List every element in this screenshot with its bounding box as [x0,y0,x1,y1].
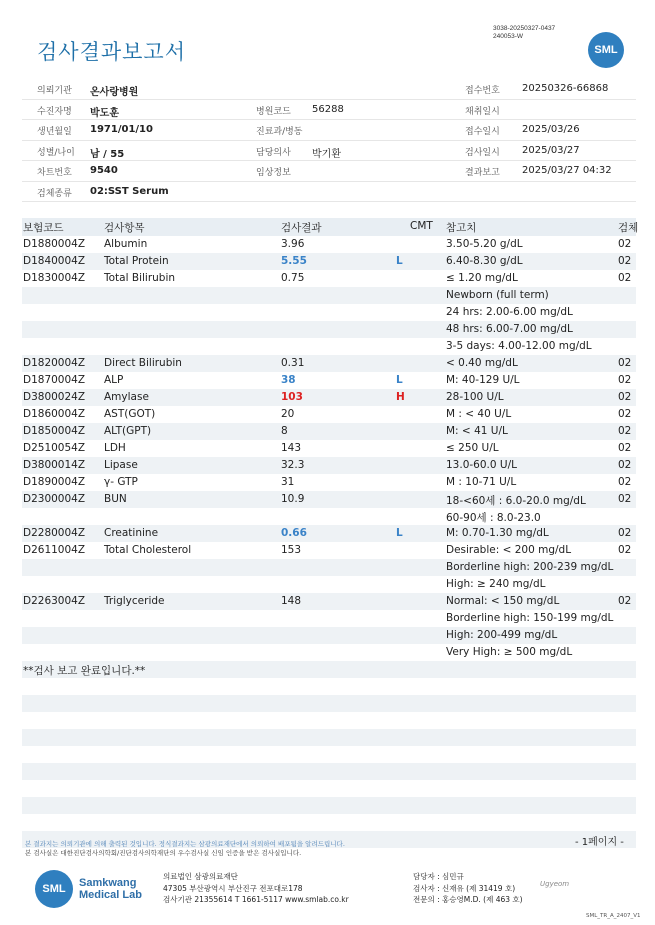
cell-ref: Very High: ≥ 500 mg/dL [446,646,573,658]
signature: Ugyeom [540,880,570,888]
cell-code: D1850004Z [23,425,86,437]
cell-result: 5.55 [281,255,307,267]
cell-item: Albumin [104,238,148,250]
cell-spec: 02 [618,476,632,488]
info-row [22,100,636,121]
table-row [22,338,636,355]
cell-ref: < 0.40 mg/dL [446,357,518,369]
disclaimer: 본 결과지는 의뢰기관에 의해 출력된 것입니다. 정식결과지는 삼광의료재단에서 의뢰하여 배포됨을 알려드립니다. 본 검사실은 대한진단검사의학회/진단검사의학재단의 우수검사실 신임 인증을 받은 검사실입니다. [25,840,345,857]
cell-spec: 02 [618,374,632,386]
info-label: 담당의사 [256,147,291,158]
cell-code: D1820004Z [23,357,86,369]
cell-spec: 02 [618,493,632,505]
table-header [22,218,639,236]
footer-staff: 담당자 : 심민규 검사자 : 신재유 (제 31419 호) 전문의 : 홍승영M.D. (제 463 호) [413,872,523,904]
cell-item: Amylase [104,391,149,403]
info-value: 02:SST Serum [90,185,169,197]
info-label: 접수일시 [465,127,500,137]
page-number: - 1페이지 - [575,837,624,848]
table-row [22,780,636,797]
col-result: 검사결과 [281,222,322,234]
info-value: 남 / 55 [90,148,125,160]
cell-item: BUN [104,493,127,505]
cell-code: D1870004Z [23,374,86,386]
cell-spec: 02 [618,272,632,284]
cell-result: 0.66 [281,527,307,539]
cell-result: 8 [281,425,288,437]
cell-item: Total Protein [104,255,169,267]
cell-result: 38 [281,374,296,386]
cell-flag: L [396,374,403,386]
sml-logo-footer: SML [35,870,73,908]
cell-code: D1840004Z [23,255,86,267]
info-value: 박기환 [312,148,341,160]
cell-code: D1830004Z [23,272,86,284]
cell-spec: 02 [618,595,632,607]
cell-code: D2300004Z [23,493,86,505]
cell-code: D1890004Z [23,476,86,488]
cell-result: 31 [281,476,295,488]
cell-code: D2263004Z [23,595,86,607]
cell-item: Total Cholesterol [104,544,192,556]
col-cmt: CMT [410,220,433,232]
cell-spec: 02 [618,544,632,556]
cell-item: Total Bilirubin [104,272,176,284]
sml-logo: SML [588,32,624,68]
cell-ref: High: ≥ 240 mg/dL [446,578,546,590]
table-row [22,491,636,508]
cell-ref: 3.50-5.20 g/dL [446,238,523,250]
table-row [22,610,636,627]
table-row [22,253,636,270]
table-row [22,559,636,576]
info-value: 온사랑병원 [90,87,139,98]
col-item: 검사항목 [104,222,145,234]
info-value: 1971/01/10 [90,124,153,135]
cell-spec: 02 [618,459,632,471]
cell-result: 148 [281,595,302,607]
cell-code: D1880004Z [23,238,86,250]
cell-item: Creatinine [104,527,159,539]
cell-result: 153 [281,544,302,556]
table-row [22,678,636,695]
page-title: 검사결과보고서 [37,40,187,64]
table-row [22,474,636,491]
info-label: 생년월일 [37,127,72,137]
cell-item: LDH [104,442,126,454]
cell-item: ALP [104,374,124,386]
info-label: 수진자명 [37,106,72,117]
cell-result: 20 [281,408,295,420]
table-row [22,508,636,525]
info-label: 성별/나이 [37,147,75,158]
cell-ref: ≤ 250 U/L [446,442,499,454]
table-row [22,457,636,474]
cell-ref: M : 10-71 U/L [446,476,517,488]
table-row [22,797,636,814]
table-row [22,321,636,338]
info-label: 접수번호 [465,86,500,96]
cell-result: 103 [281,391,303,403]
info-row [22,79,636,100]
info-label: 채취일시 [465,106,500,117]
info-value: 9540 [90,165,118,176]
cell-spec: 02 [618,357,632,369]
cell-ref: 6.40-8.30 g/dL [446,255,523,267]
cell-code: D2611004Z [23,544,86,556]
info-value: 20250326-66868 [522,83,609,94]
document-code: 3038-20250327-0437 240053-W [493,25,556,40]
cell-ref: 48 hrs: 6.00-7.00 mg/dL [446,323,573,335]
cell-ref: M: 0.70-1.30 mg/dL [446,527,549,539]
cell-item: Lipase [104,459,138,471]
cell-ref: Normal: < 150 mg/dL [446,595,560,607]
cell-spec: 02 [618,391,632,403]
cell-item: γ- GTP [104,476,138,488]
table-row [22,746,636,763]
cell-ref: Borderline high: 200-239 mg/dL [446,561,614,573]
info-label: 의뢰기관 [37,86,72,96]
cell-item: Direct Bilirubin [104,357,182,369]
cell-spec: 02 [618,527,632,539]
cell-ref: Desirable: < 200 mg/dL [446,544,572,556]
cell-result: 0.75 [281,272,305,284]
table-row [22,287,636,304]
patient-info [22,79,636,202]
cell-result: 10.9 [281,493,305,505]
table-row [22,695,636,712]
cell-ref: 13.0-60.0 U/L [446,459,517,471]
cell-ref: M: 40-129 U/L [446,374,520,386]
cell-ref: Borderline high: 150-199 mg/dL [446,612,614,624]
table-row [22,729,636,746]
cell-flag: H [396,391,405,403]
table-row [22,712,636,729]
col-code: 보험코드 [23,222,64,234]
form-code: SML_TR_A_2407_V1 [586,913,641,919]
cell-ref: 60-90세 : 8.0-23.0 [446,512,541,524]
col-ref: 참고치 [446,222,477,234]
info-label: 차트번호 [37,168,72,178]
cell-ref: Newborn (full term) [446,289,549,301]
table-row [22,576,636,593]
info-value: 2025/03/27 [522,144,580,156]
col-spec: 검체 [618,222,639,234]
footer-logo: SML Samkwang Medical Lab [35,870,142,908]
table-row [22,423,636,440]
info-label: 결과보고 [465,168,500,178]
table-row [22,406,636,423]
cell-result: 3.96 [281,238,305,250]
info-label: 임상정보 [256,168,291,178]
info-label: 병원코드 [256,106,291,117]
cell-spec: 02 [618,425,632,437]
cell-code: D3800024Z [23,391,86,403]
table-row [22,644,636,661]
table-row [22,389,636,406]
cell-ref: M : < 40 U/L [446,408,512,420]
cell-result: 32.3 [281,459,305,471]
cell-result: 0.31 [281,357,305,369]
cell-code: D2280004Z [23,527,86,539]
info-row [22,182,636,203]
table-row [22,525,636,542]
cell-item: Triglyceride [104,595,165,607]
cell-item: ALT(GPT) [104,425,152,437]
cell-flag: L [396,255,403,267]
cell-code: D3800014Z [23,459,86,471]
table-row [22,542,636,559]
info-value: 2025/03/27 04:32 [522,165,612,176]
cell-code: D1860004Z [23,408,86,420]
info-label: 검사일시 [465,147,500,158]
info-label: 진료과/병동 [256,127,303,137]
cell-code: **검사 보고 완료입니다.** [23,665,146,677]
table-row [22,304,636,321]
cell-spec: 02 [618,408,632,420]
cell-spec: 02 [618,238,632,250]
cell-result: 143 [281,442,302,454]
table-row [22,661,636,678]
cell-ref: 3-5 days: 4.00-12.00 mg/dL [446,340,592,352]
table-row [22,440,636,457]
cell-ref: M: < 41 U/L [446,425,508,437]
info-label: 검체종류 [37,188,72,199]
table-row [22,627,636,644]
info-row [22,161,636,182]
info-value: 2025/03/26 [522,124,580,135]
cell-ref: 18-<60세 : 6.0-20.0 mg/dL [446,495,586,507]
table-row [22,270,636,287]
cell-ref: ≤ 1.20 mg/dL [446,272,518,284]
cell-ref: 28-100 U/L [446,391,504,403]
table-row [22,355,636,372]
table-row [22,372,636,389]
table-row [22,236,636,253]
cell-item: AST(GOT) [104,408,156,420]
cell-spec: 02 [618,442,632,454]
cell-ref: High: 200-499 mg/dL [446,629,558,641]
cell-flag: L [396,527,403,539]
cell-spec: 02 [618,255,632,267]
results-table [22,218,639,848]
table-row [22,593,636,610]
info-row [22,141,636,162]
info-value: 박도훈 [90,107,119,119]
cell-ref: 24 hrs: 2.00-6.00 mg/dL [446,306,573,318]
table-row [22,763,636,780]
cell-code: D2510054Z [23,442,86,454]
table-row [22,814,636,831]
info-row [22,120,636,141]
info-value: 56288 [312,103,344,115]
footer-address: 의료법인 삼광의료재단 47305 부산광역시 부산진구 전포대로178 검사기관 21355614 T 1661-5117 www.smlab.co.kr [163,872,349,904]
